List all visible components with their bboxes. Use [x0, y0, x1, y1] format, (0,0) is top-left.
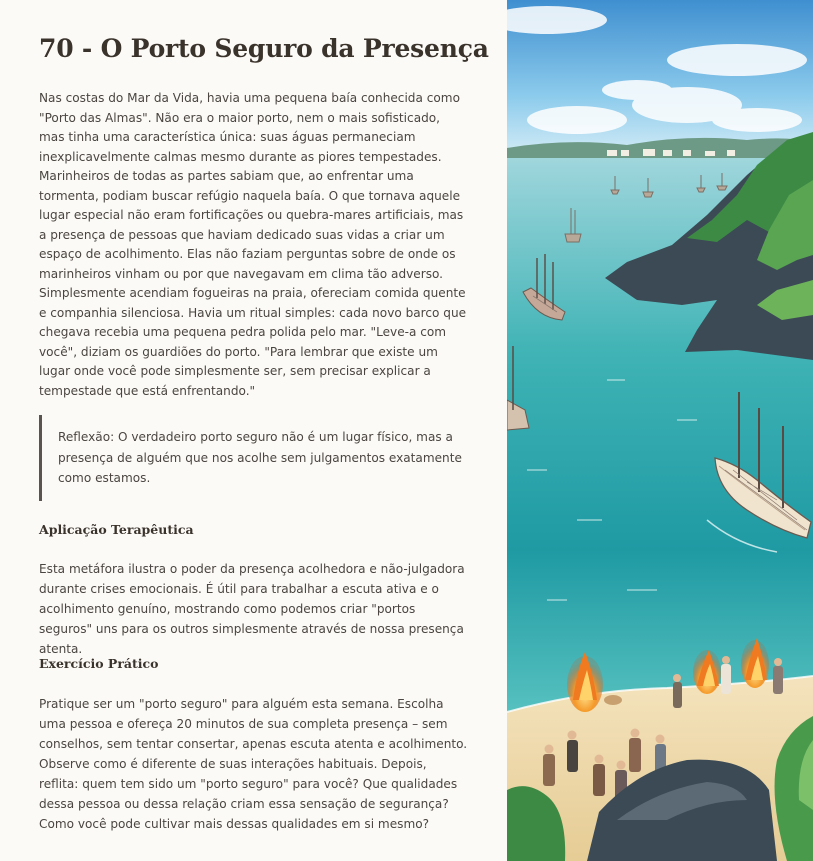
reflection-quote	[39, 415, 463, 501]
harbor-illustration	[507, 0, 813, 861]
application-paragraph: Esta metáfora ilustra o poder da presença acolhedora e não-julgadora durante crises emocionais. É útil para trabalhar a escuta ativa e o acolhimento genuíno, mostrando como podemos criar "portos seguros" uns para os outros simplesmente através de nossa presença atenta.	[39, 562, 465, 656]
application-heading: Aplicação Terapêutica	[39, 522, 194, 537]
exercise-paragraph: Pratique ser um "porto seguro" para alguém esta semana. Escolha uma pessoa e ofereça 20 minutos de sua completa presença – sem conselhos, sem tentar consertar, apenas escuta atenta e acolhimento. Observe como é diferente de suas interações habituais. Depois, reflita: quem tem sido um "porto seguro" para você? Que qualidades dessa pessoa ou dessa relação criam essa sensação de segurança? Como você pode cultivar mais dessas qualidades em si mesmo?	[39, 697, 468, 831]
page-title: 70 - O Porto Seguro da Presença	[39, 34, 489, 63]
exercise-heading: Exercício Prático	[39, 656, 159, 671]
reflection-text: Reflexão: O verdadeiro porto seguro não é um lugar físico, mas a presença de alguém que nos acolhe sem julgamentos exatamente como estamos.	[58, 430, 462, 485]
basket	[604, 695, 622, 705]
harbor-illustration-svg	[507, 0, 813, 861]
story-paragraph: Nas costas do Mar da Vida, havia uma pequena baía conhecida como "Porto das Almas". Não era o maior porto, nem o mais sofisticado, mas tinha uma característica única: suas águas permaneciam inexplicavelmente calmas mesmo durante as piores tempestades. Marinheiros de todas as partes sabiam que, ao enfrentar uma tormenta, podiam buscar refúgio naquela baía. O que tornava aquele lugar especial não eram fortificações ou quebra-mares artificiais, mas a presença de pessoas que haviam dedicado suas vidas a criar um espaço de acolhimento. Elas não faziam perguntas sobre de onde os marinheiros vinham ou por que navegavam em clima tão adverso. Simplesmente acendiam fogueiras na praia, ofereciam comida quente e companhia silenciosa. Havia um ritual simples: cada novo barco que chegava recebia uma pequena pedra polida pelo mar. "Leve-a com você", diziam os guardiões do porto. "Para lembrar que existe um lugar onde você pode simplesmente ser, sem precisar explicar a tempestade que está enfrentando."	[39, 91, 467, 398]
